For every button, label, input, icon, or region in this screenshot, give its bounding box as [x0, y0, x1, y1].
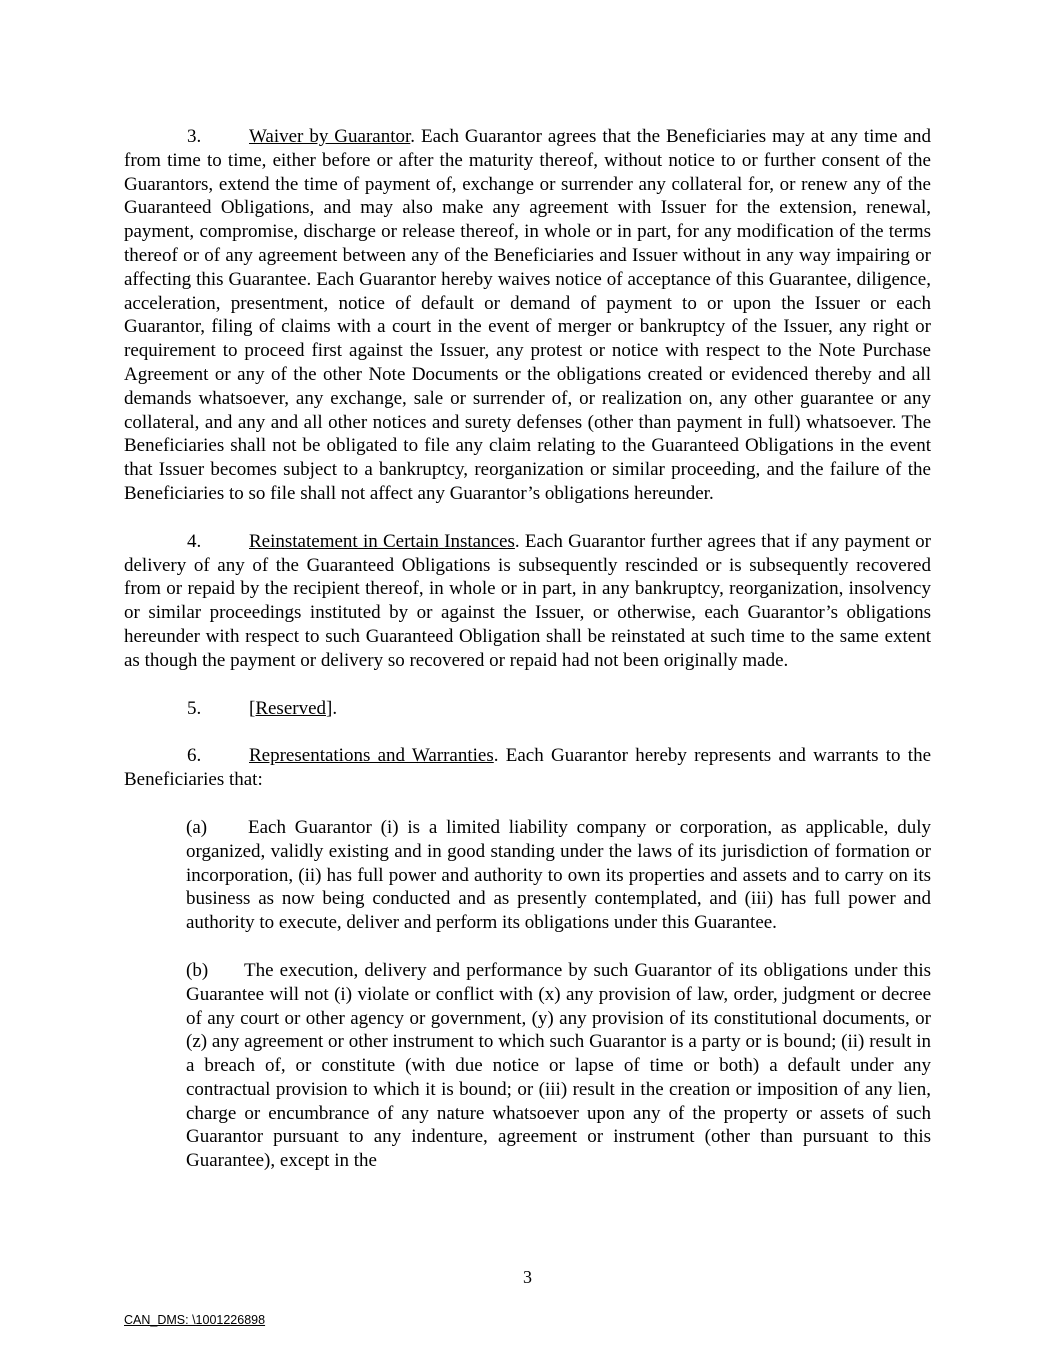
section-4 [124, 530, 931, 673]
section-body: . Each Guarantor agrees that the Beneficiaries may at any time and from time to time, either before or after the maturity thereof, without notice to or further consent of the Guarantors, extend the time of payment of, exchange or surrender any collateral for, or renew any of the Guaranteed Obligations, and may also make any agreement with Issuer for the extension, renewal, payment, compromise, discharge or release thereof, in whole or in part, for any modification of the terms thereof or of any agreement between any of the Beneficiaries and Issuer without in any way impairing or affecting this Guarantee. Each Guarantor hereby waives notice of acceptance of this Guarantee, diligence, acceleration, presentment, notice of default or demand of payment to or upon the Issuer or each Guarantor, filing of claims with a court in the event of merger or bankruptcy of the Issuer, any right or requirement to proceed first against the Issuer, any protest or notice with respect to the Note Purchase Agreement or any of the other Note Documents or the obligations created or evidenced thereby and all demands whatsoever, any exchange, sale or surrender of, or realization on, any other guarantee or any collateral, and any and all other notices and surety defenses (other than payment in full) whatsoever. The Beneficiaries shall not be obligated to file any claim relating to the Guaranteed Obligations in the event that Issuer becomes subject to a bankruptcy, reorganization or similar proceeding, and the failure of the Beneficiaries to so file shall not affect any Guarantor’s obligations hereunder. [124, 126, 931, 504]
section-heading: Representations and Warranties [249, 745, 494, 767]
subsection-body: The execution, delivery and performance by such Guarantor of its obligations under this Guarantee will not (i) violate or conflict with (x) any provision of law, order, judgment or decree of any court or other agency or government, (y) any provision of its constitutional documents, or (z) any agreement or other instrument to which such Guarantor is a party or is bound; (ii) result in a breach of, or constitute (with due notice or lapse of time or both) a default under any contractual provision to which it is bound; or (iii) result in the creation or imposition of any lien, charge or encumbrance of any nature whatsoever upon any of the property or assets of such Guarantor pursuant to any indenture, agreement or instrument (other than pursuant to this Guarantee), except in the [186, 959, 931, 1172]
subsection-a [186, 816, 931, 935]
subsection-label: (a) [186, 816, 208, 838]
section-body: . Each Guarantor hereby represents and warrants to the Beneficiaries that: [124, 745, 932, 791]
section-6 [124, 744, 931, 792]
section-number: 5. [187, 697, 202, 719]
document-id: CAN_DMS: \1001226898 [124, 1313, 266, 1327]
section-heading: Waiver by Guarantor [249, 126, 411, 147]
section-heading: [Reserved] [249, 697, 333, 719]
section-heading: Reinstatement in Certain Instances [249, 530, 515, 552]
section-body: . [332, 697, 338, 719]
section-body: . Each Guarantor further agrees that if any payment or delivery of any of the Guaranteed Obligations is subsequently rescinded or is subsequently recovered from or repaid by the recipient thereof, in whole or in part, in any bankruptcy, reorganization, insolvency or similar proceedings instituted by or against the Issuer, or otherwise, each Guarantor’s obligations hereunder with respect to such Guaranteed Obligation shall be reinstated at such time to the same extent as though the payment or delivery so recovered or repaid had not been originally made. [124, 530, 931, 671]
document-page [124, 125, 931, 1197]
subsection-label: (b) [186, 959, 209, 981]
page-number: 3 [523, 1267, 532, 1287]
subsection-body: Each Guarantor (i) is a limited liability company or corporation, as applicable, duly organized, validly existing and in good standing under the laws of its jurisdiction of formation or incorporation, (ii) has full power and authority to own its properties and assets and to carry on its business as now being conducted and as presently contemplated, and (iii) has full power and authority to execute, deliver and perform its obligations under this Guarantee. [186, 816, 931, 934]
section-5 [124, 697, 931, 721]
section-3 [124, 125, 931, 506]
section-number: 3. [187, 126, 202, 147]
subsection-b [186, 959, 931, 1173]
section-number: 4. [187, 530, 202, 552]
section-number: 6. [187, 745, 202, 767]
